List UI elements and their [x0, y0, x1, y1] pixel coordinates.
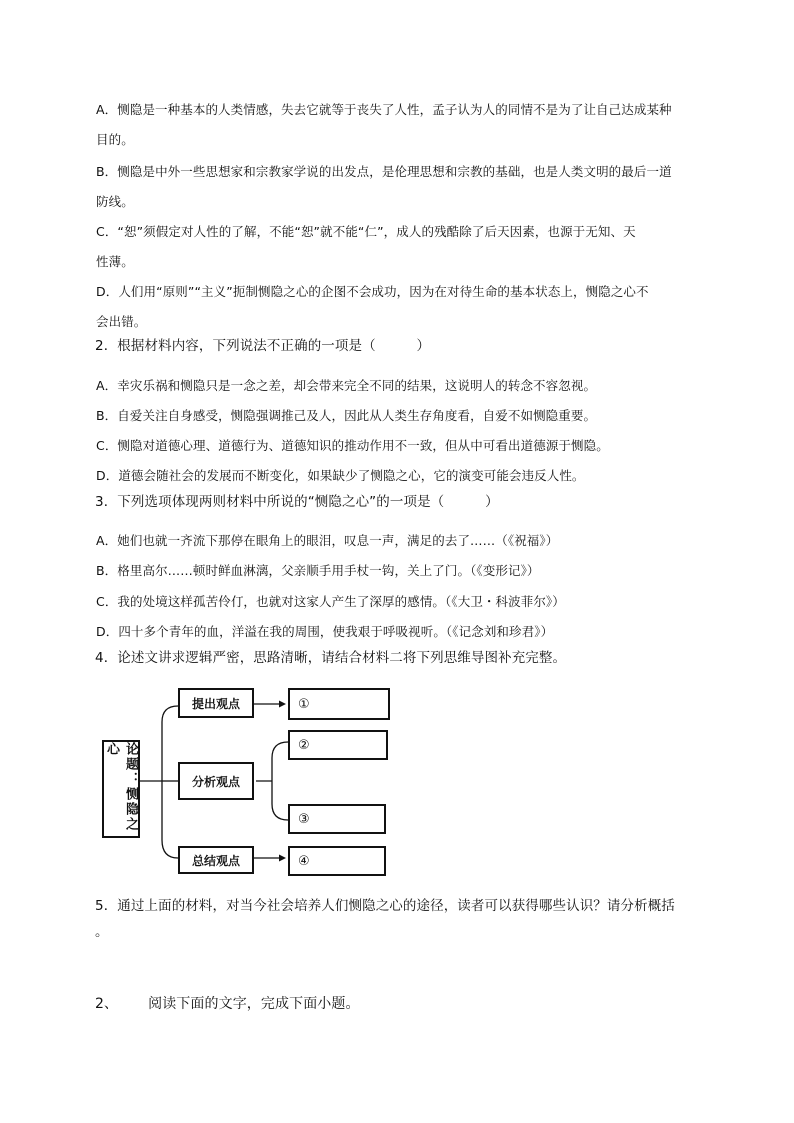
q1-option-b-line2: 防线。	[96, 194, 134, 209]
section-2-instruction: 阅读下面的文字，完成下面小题。	[148, 996, 360, 1012]
q1-option-d-line2: 会出错。	[96, 314, 147, 329]
q3-option-c: C．我的处境这样孤苦伶仃，也就对这家人产生了深厚的感情。（《大卫・科波菲尔》）	[96, 594, 565, 609]
q2-option-c: C．恻隐对道德心理、道德行为、道德知识的推动作用不一致，但从中可看出道德源于恻隐。	[96, 438, 609, 453]
q5-line2: 。	[95, 924, 109, 940]
mind-map-topic: 论题：恻隐之心	[102, 740, 140, 838]
q4-stem: 4．论述文讲求逻辑严密，思路清晰，请结合材料二将下列思维导图补充完整。	[95, 650, 567, 666]
q1-option-c-line1: C．“恕”须假定对人性的了解，不能“恕”就不能“仁”，成人的残酷除了后天因素，也源于无知、天	[96, 224, 636, 239]
q1-option-d-line1: D．人们用“原则”“主义”扼制恻隐之心的企图不会成功，因为在对待生命的基本状态上，恻隐之心不	[96, 284, 649, 299]
section-2-heading	[95, 996, 360, 1012]
mind-map-blank-3: ③	[288, 804, 386, 834]
q1-option-c-line2: 性薄。	[96, 254, 134, 269]
q3-option-b: B．格里高尔……顿时鲜血淋漓，父亲顺手用手杖一钩，关上了门。（《变形记》）	[96, 563, 540, 578]
q3-option-a: A．她们也就一齐流下那停在眼角上的眼泪，叹息一声，满足的去了……（《祝福》）	[96, 533, 559, 548]
q5-line1: 5．通过上面的材料，对当今社会培养人们恻隐之心的途径，读者可以获得哪些认识？请分析概括	[95, 898, 675, 914]
q2-option-d: D．道德会随社会的发展而不断变化，如果缺少了恻隐之心，它的演变可能会违反人性。	[96, 468, 585, 483]
q2-option-b: B．自爱关注自身感受，恻隐强调推己及人，因此从人类生存角度看，自爱不如恻隐重要。	[96, 408, 597, 423]
q3-stem: 3．下列选项体现两则材料中所说的“恻隐之心”的一项是（ ）	[95, 494, 499, 510]
mind-map-blank-4: ④	[288, 846, 386, 876]
mind-map-blank-2: ②	[288, 730, 388, 760]
q1-option-a-line1: A．恻隐是一种基本的人类情感，失去它就等于丧失了人性，孟子认为人的同情不是为了让自己达成某种	[96, 102, 672, 117]
q2-option-a: A．幸灾乐祸和恻隐只是一念之差，却会带来完全不同的结果，这说明人的转念不容忽视。	[96, 378, 597, 393]
mind-map-blank-1: ①	[288, 688, 390, 720]
q1-option-b-line1: B．恻隐是中外一些思想家和宗教家学说的出发点，是伦理思想和宗教的基础，也是人类文明的最后一道	[96, 164, 672, 179]
mind-map-propose-label: 提出观点	[178, 688, 254, 718]
mind-map	[100, 686, 400, 876]
q3-option-d: D．四十多个青年的血，洋溢在我的周围，使我艰于呼吸视听。（《记念刘和珍君》）	[96, 624, 554, 639]
q2-stem: 2．根据材料内容，下列说法不正确的一项是（ ）	[95, 338, 431, 354]
q1-option-a-line2: 目的。	[96, 132, 134, 147]
section-2-number: 2、	[95, 996, 119, 1012]
mind-map-analyze-label: 分析观点	[178, 762, 254, 800]
mind-map-conclude-label: 总结观点	[178, 846, 254, 874]
